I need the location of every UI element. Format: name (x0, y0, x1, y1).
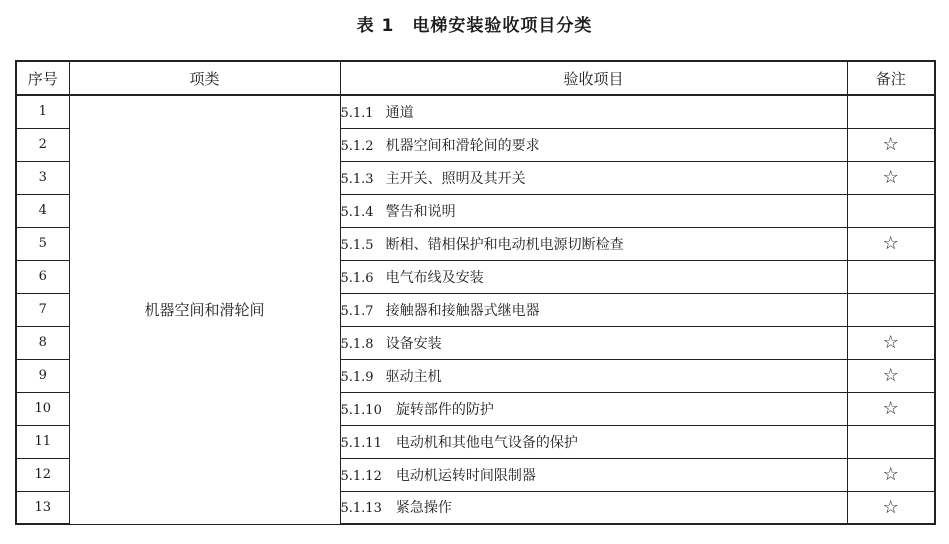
row-note: ☆ (847, 491, 935, 524)
table-row (16, 95, 935, 128)
row-item (340, 326, 847, 359)
row-note: ☆ (847, 161, 935, 194)
item-code: 5.1.13 (340, 501, 382, 517)
item-text: 警告和说明 (385, 203, 456, 220)
item-text: 接触器和接触器式继电器 (385, 302, 540, 319)
row-note (847, 194, 935, 227)
category-cell: 机器空间和滑轮间 (69, 95, 340, 524)
row-item (340, 227, 847, 260)
row-note (847, 260, 935, 293)
item-code: 5.1.7 (340, 303, 374, 319)
item-code: 5.1.10 (340, 402, 382, 418)
row-seq: 1 (16, 95, 69, 128)
row-seq: 4 (16, 194, 69, 227)
row-item (340, 95, 847, 128)
table-caption (0, 11, 949, 36)
item-text: 主开关、照明及其开关 (385, 170, 526, 187)
row-item (340, 194, 847, 227)
item-text: 断相、错相保护和电动机电源切断检查 (385, 236, 624, 253)
header-item: 验收项目 (340, 61, 847, 95)
row-seq: 11 (16, 425, 69, 458)
item-code: 5.1.12 (340, 468, 382, 484)
row-item (340, 425, 847, 458)
item-text: 紧急操作 (395, 500, 452, 517)
item-text: 电动机运转时间限制器 (395, 467, 536, 484)
row-seq: 2 (16, 128, 69, 161)
item-code: 5.1.11 (340, 435, 382, 451)
row-note (847, 95, 935, 128)
row-item (340, 359, 847, 392)
row-item (340, 260, 847, 293)
row-note: ☆ (847, 128, 935, 161)
header-row (16, 61, 935, 95)
row-seq: 10 (16, 392, 69, 425)
header-category: 项类 (69, 61, 340, 95)
item-text: 通道 (385, 104, 414, 121)
row-item (340, 293, 847, 326)
row-note: ☆ (847, 326, 935, 359)
row-seq: 8 (16, 326, 69, 359)
row-seq: 13 (16, 491, 69, 524)
row-note: ☆ (847, 392, 935, 425)
acceptance-items-table (15, 60, 936, 525)
item-code: 5.1.3 (340, 171, 374, 187)
row-note (847, 425, 935, 458)
table-title: 电梯安装验收项目分类 (412, 16, 593, 36)
item-code: 5.1.5 (340, 237, 374, 253)
item-text: 旋转部件的防护 (395, 401, 494, 418)
item-code: 5.1.1 (340, 105, 374, 121)
item-text: 机器空间和滑轮间的要求 (385, 137, 540, 154)
item-text: 电动机和其他电气设备的保护 (395, 434, 578, 451)
row-item (340, 458, 847, 491)
item-code: 5.1.2 (340, 138, 374, 154)
row-seq: 12 (16, 458, 69, 491)
row-note: ☆ (847, 227, 935, 260)
header-note: 备注 (847, 61, 935, 95)
header-seq: 序号 (16, 61, 69, 95)
row-seq: 7 (16, 293, 69, 326)
item-code: 5.1.9 (340, 369, 374, 385)
row-seq: 3 (16, 161, 69, 194)
row-item (340, 161, 847, 194)
item-text: 设备安装 (385, 335, 442, 352)
row-item (340, 128, 847, 161)
row-note (847, 293, 935, 326)
item-code: 5.1.4 (340, 204, 374, 220)
row-seq: 6 (16, 260, 69, 293)
row-item (340, 392, 847, 425)
item-code: 5.1.8 (340, 336, 374, 352)
row-item (340, 491, 847, 524)
item-code: 5.1.6 (340, 270, 374, 286)
item-text: 电气布线及安装 (385, 269, 484, 286)
row-seq: 5 (16, 227, 69, 260)
item-text: 驱动主机 (385, 368, 442, 385)
table-number: 表 1 (356, 16, 395, 36)
row-note: ☆ (847, 458, 935, 491)
row-seq: 9 (16, 359, 69, 392)
row-note: ☆ (847, 359, 935, 392)
